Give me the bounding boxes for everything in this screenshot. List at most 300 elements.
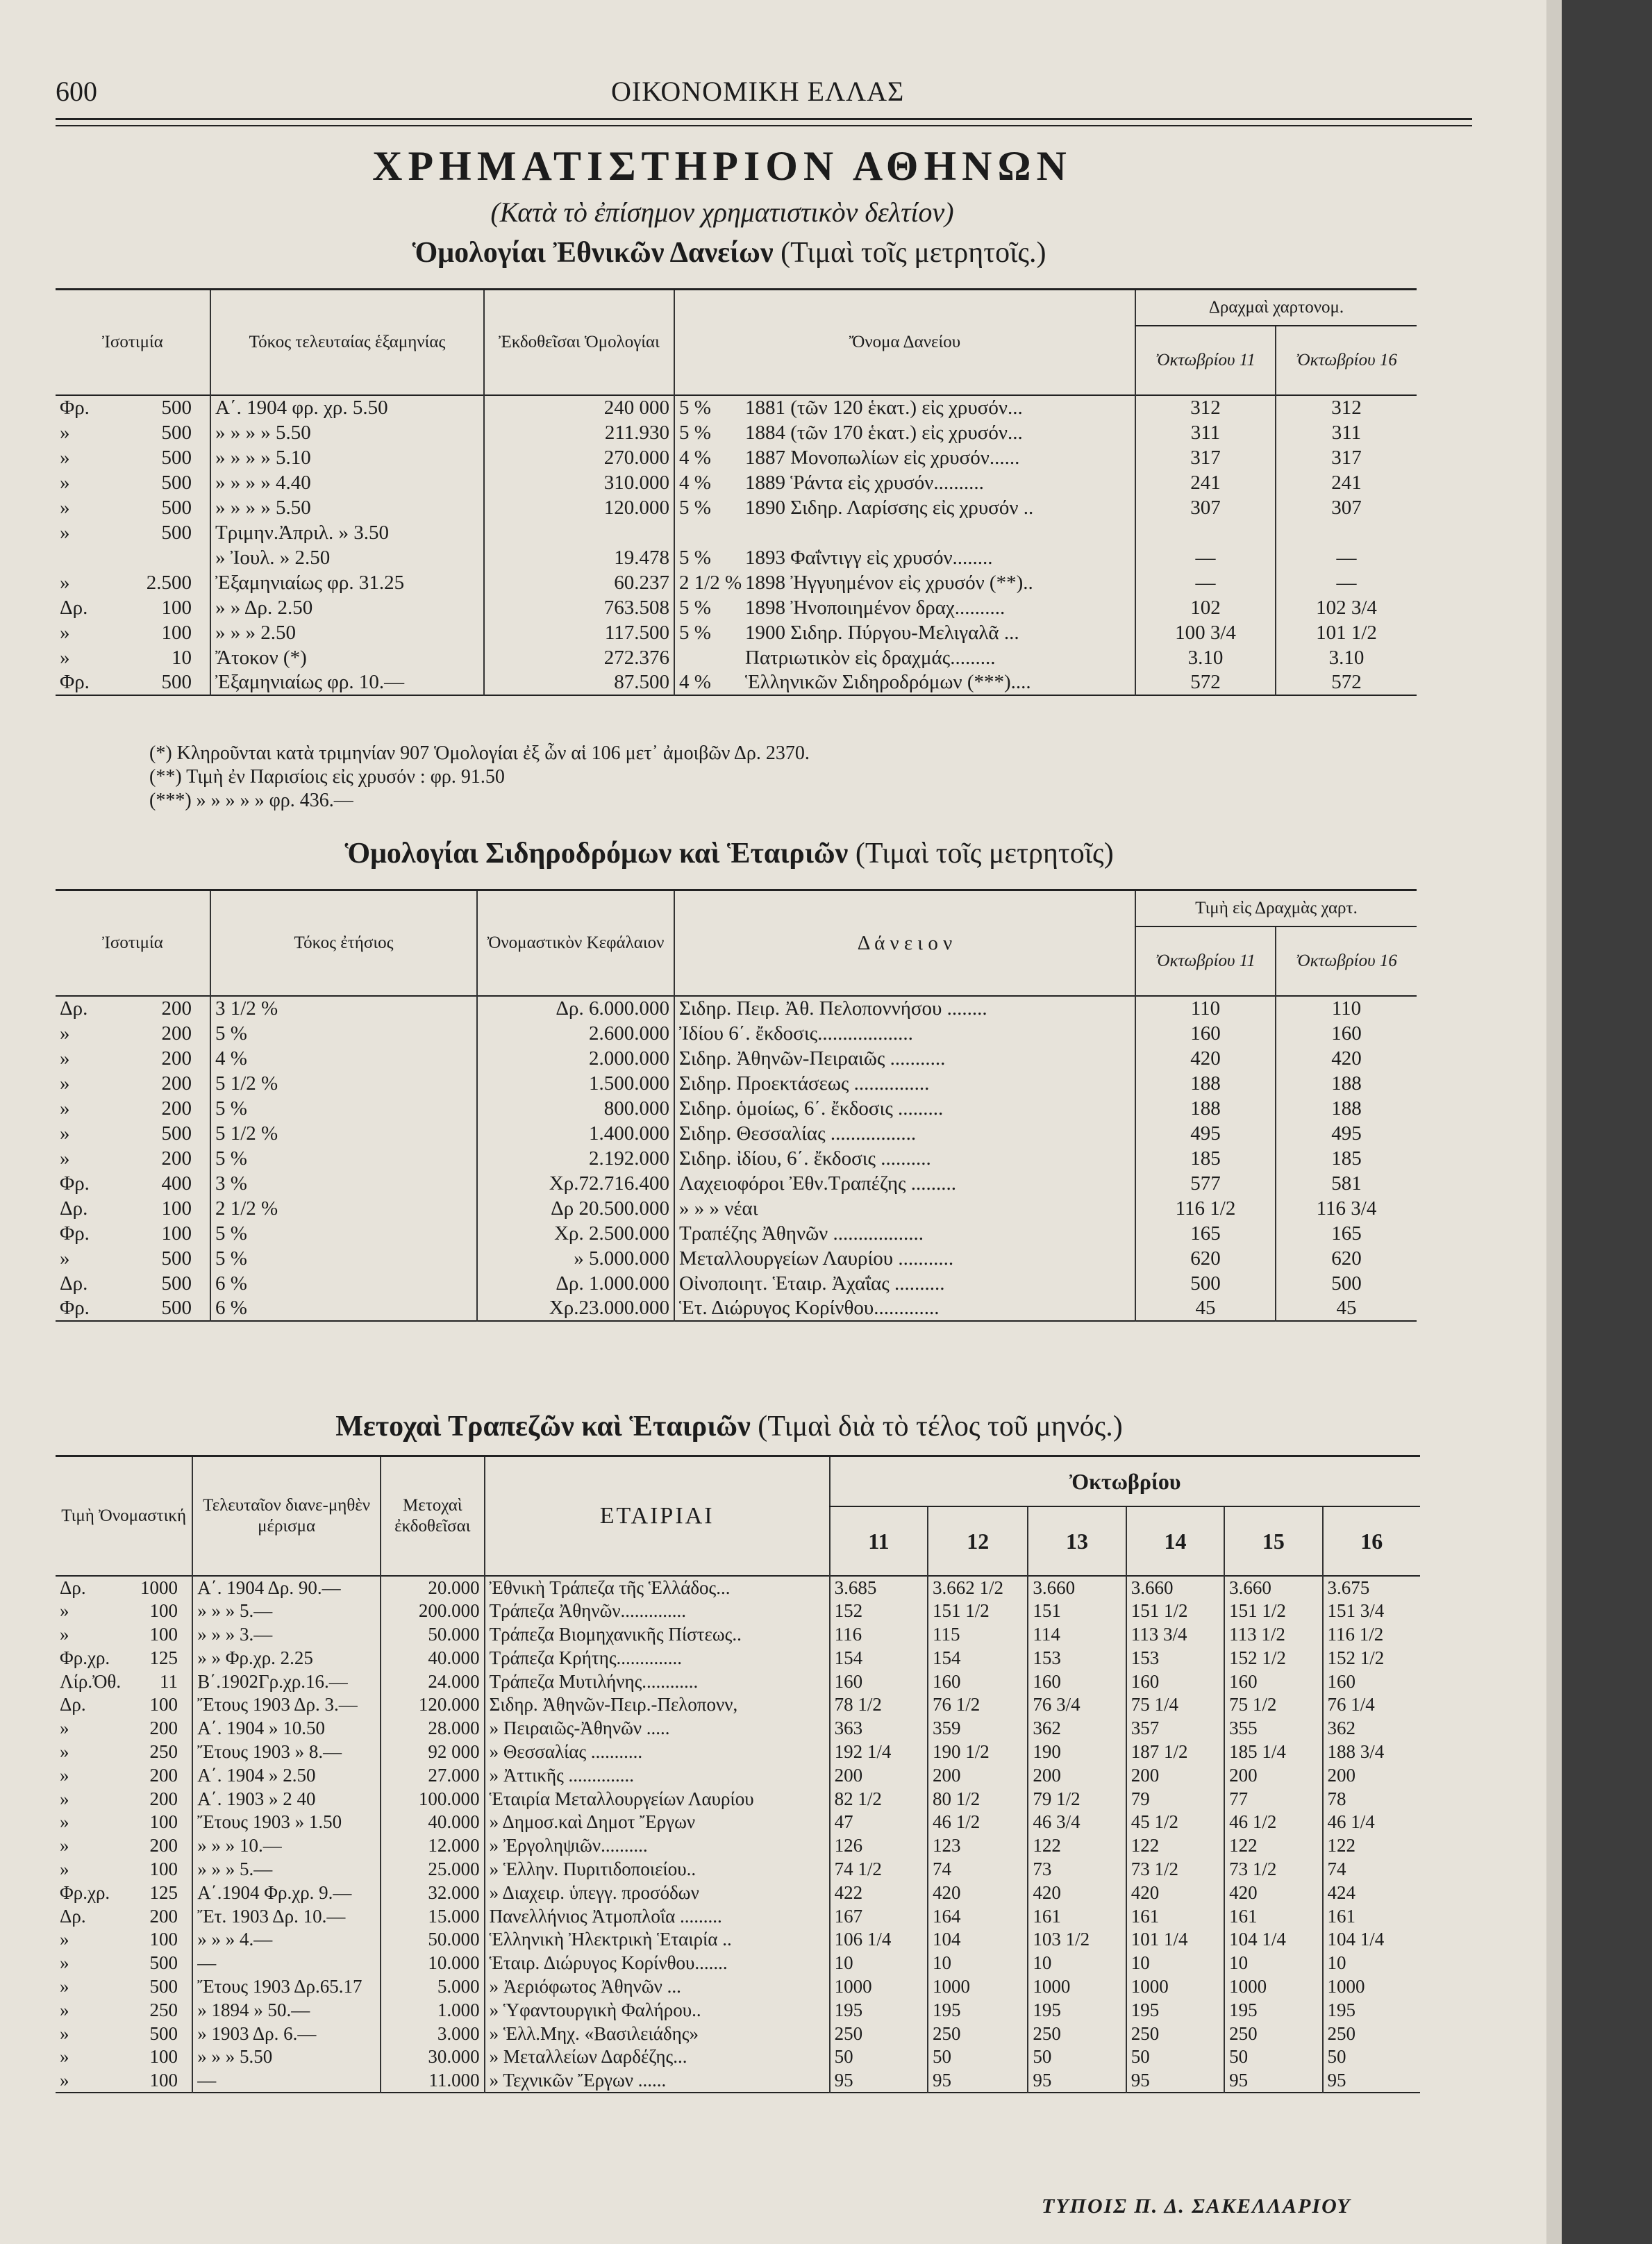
price-oct-16: 420 bbox=[1276, 1046, 1417, 1071]
loan-name-cell bbox=[674, 470, 1135, 495]
price-oct-12: 115 bbox=[928, 1623, 1028, 1647]
parity-cell bbox=[56, 645, 210, 670]
price-oct-16: 110 bbox=[1276, 996, 1417, 1021]
parity-cell bbox=[56, 1121, 210, 1146]
price-oct-13: 161 bbox=[1028, 1904, 1126, 1928]
dividend-cell: Α΄. 1904 » 10.50 bbox=[192, 1717, 381, 1740]
price-oct-15: 3.660 bbox=[1224, 1576, 1322, 1599]
price-oct-16: 165 bbox=[1276, 1221, 1417, 1246]
price-oct-11: 250 bbox=[830, 2022, 928, 2045]
col-group-paper-drachmas: Δραχμαὶ χαρτονομ. bbox=[1135, 290, 1417, 326]
col-parity: Ἰσοτιμία bbox=[102, 933, 163, 952]
par-value: 500 bbox=[161, 1272, 192, 1295]
issued-cell bbox=[484, 520, 674, 545]
nominal-cell bbox=[56, 2045, 192, 2069]
price-oct-11: 3.685 bbox=[830, 1576, 928, 1599]
price-oct-16: 200 bbox=[1323, 1763, 1420, 1787]
par-value: 100 bbox=[161, 1197, 192, 1220]
nominal-value: 200 bbox=[149, 1788, 178, 1809]
price-oct-14: 3.660 bbox=[1126, 1576, 1224, 1599]
footnote: (**) Τιμὴ ἐν Παρισίοις εἰς χρυσόν : φρ. 91.50 bbox=[149, 766, 505, 788]
nominal-value: 1000 bbox=[140, 1577, 178, 1598]
parity-cell bbox=[56, 1071, 210, 1096]
parity-cell bbox=[56, 1271, 210, 1296]
capital-cell: 2.000.000 bbox=[477, 1046, 674, 1071]
currency: » bbox=[60, 1147, 70, 1170]
price-oct-11: 420 bbox=[1135, 1046, 1276, 1071]
running-title: ΟΙΚΟΝΟΜΙΚΗ ΕΛΛΑΣ bbox=[611, 76, 905, 107]
price-oct-11: 100 3/4 bbox=[1135, 620, 1276, 645]
nominal-value: 100 bbox=[149, 1694, 178, 1715]
price-oct-16: 116 1/2 bbox=[1323, 1623, 1420, 1647]
price-oct-15: 10 bbox=[1224, 1952, 1322, 1975]
price-oct-16: 3.675 bbox=[1323, 1576, 1420, 1599]
price-oct-13: 160 bbox=[1028, 1670, 1126, 1693]
capital-cell: 2.600.000 bbox=[477, 1021, 674, 1046]
price-oct-16: 160 bbox=[1276, 1021, 1417, 1046]
loan-name: Πατριωτικὸν εἰς δραχμάς......... bbox=[745, 646, 996, 669]
price-oct-16: 572 bbox=[1276, 670, 1417, 695]
price-oct-11: 167 bbox=[830, 1904, 928, 1928]
company-name-cell: » Ἀεριόφωτος Ἀθηνῶν ... bbox=[485, 1975, 830, 1999]
price-oct-12: 160 bbox=[928, 1670, 1028, 1693]
issued-cell: 25.000 bbox=[381, 1858, 485, 1881]
par-value: 10 bbox=[172, 646, 192, 669]
issued-cell: 40.000 bbox=[381, 1646, 485, 1670]
issued-cell: 20.000 bbox=[381, 1576, 485, 1599]
price-oct-13: 195 bbox=[1028, 1998, 1126, 2022]
issued-cell: 200.000 bbox=[381, 1599, 485, 1623]
price-oct-13: 73 bbox=[1028, 1858, 1126, 1881]
table-row bbox=[56, 1881, 1420, 1904]
price-oct-16: 1000 bbox=[1323, 1975, 1420, 1999]
par-value: 200 bbox=[161, 1072, 192, 1095]
price-oct-11: 82 1/2 bbox=[830, 1787, 928, 1811]
nominal-cell bbox=[56, 1599, 192, 1623]
price-oct-14: 95 bbox=[1126, 2069, 1224, 2093]
loans-heading-rest: (Τιμαὶ τοῖς μετρητοῖς.) bbox=[781, 237, 1046, 269]
currency: » bbox=[60, 446, 70, 469]
price-oct-11: 311 bbox=[1135, 420, 1276, 445]
price-oct-13: 153 bbox=[1028, 1646, 1126, 1670]
price-oct-14: 10 bbox=[1126, 1952, 1224, 1975]
col-last-dividend: Τελευταῖον διανε-μηθὲν μέρισμα bbox=[192, 1456, 381, 1577]
loan-name-cell: Οἰνοποιητ. Ἑταιρ. Ἀχαΐας .......... bbox=[674, 1271, 1135, 1296]
table-row bbox=[56, 570, 1417, 595]
nominal-cell bbox=[56, 1717, 192, 1740]
parity-cell bbox=[56, 1246, 210, 1271]
loan-name-cell bbox=[674, 420, 1135, 445]
loan-name-cell: Σιδηρ. Ἀθηνῶν-Πειραιῶς ........... bbox=[674, 1046, 1135, 1071]
railway-rows bbox=[56, 996, 1417, 1321]
company-name-cell: Τράπεζα Ἀθηνῶν.............. bbox=[485, 1599, 830, 1623]
company-name-cell: » Ἑλλ.Μηχ. «Βασιλειάδης» bbox=[485, 2022, 830, 2045]
rate-cell: 3 1/2 % bbox=[210, 996, 477, 1021]
par-value: 2.500 bbox=[146, 571, 192, 594]
coupon-cell: » » » » 5.50 bbox=[210, 420, 484, 445]
nominal-value: 100 bbox=[149, 1929, 178, 1950]
coupon-cell: » Ἰουλ. » 2.50 bbox=[210, 545, 484, 570]
page-subtitle: (Κατὰ τὸ ἐπίσημον χρηματιστικὸν δελτίον) bbox=[490, 197, 954, 228]
price-oct-11: 620 bbox=[1135, 1246, 1276, 1271]
table-row bbox=[56, 1998, 1420, 2022]
par-value: 200 bbox=[161, 1022, 192, 1045]
nominal-value: 100 bbox=[149, 1623, 178, 1645]
price-oct-16: 188 bbox=[1276, 1096, 1417, 1121]
loan-name-cell: Ἰδίου 6΄. ἔκδοσις................... bbox=[674, 1021, 1135, 1046]
table-row bbox=[56, 1171, 1417, 1196]
loan-name-cell bbox=[674, 670, 1135, 695]
par-value: 100 bbox=[161, 1222, 192, 1245]
price-oct-11: 116 bbox=[830, 1623, 928, 1647]
price-oct-12: 80 1/2 bbox=[928, 1787, 1028, 1811]
parity-cell bbox=[56, 520, 210, 545]
nominal-cell bbox=[56, 1646, 192, 1670]
price-oct-16: 78 bbox=[1323, 1787, 1420, 1811]
nominal-value: 125 bbox=[149, 1881, 178, 1903]
table-row bbox=[56, 996, 1417, 1021]
issued-cell: 240 000 bbox=[484, 395, 674, 420]
price-oct-16: — bbox=[1276, 570, 1417, 595]
loans-heading bbox=[0, 236, 1458, 269]
parity-cell bbox=[56, 1096, 210, 1121]
col-annual-rate: Τόκος ἐτήσιος bbox=[210, 890, 477, 997]
price-oct-14: 187 1/2 bbox=[1126, 1740, 1224, 1764]
price-oct-13: 151 bbox=[1028, 1599, 1126, 1623]
capital-cell: 1.400.000 bbox=[477, 1121, 674, 1146]
loans-footnotes bbox=[149, 742, 810, 813]
col-day-14: 14 bbox=[1126, 1506, 1224, 1576]
price-oct-15: 77 bbox=[1224, 1787, 1322, 1811]
price-oct-13: 122 bbox=[1028, 1834, 1126, 1858]
price-oct-16: 161 bbox=[1323, 1904, 1420, 1928]
rate-cell: 5 % bbox=[210, 1221, 477, 1246]
currency: Φρ. bbox=[60, 671, 90, 693]
coupon-cell: » » » » 5.50 bbox=[210, 495, 484, 520]
price-oct-16: 160 bbox=[1323, 1670, 1420, 1693]
company-name-cell: » Διαχειρ. ὑπεγγ. προσόδων bbox=[485, 1881, 830, 1904]
dividend-cell: » » Φρ.χρ. 2.25 bbox=[192, 1646, 381, 1670]
page-title: ΧΡΗΜΑΤΙΣΤΗΡΙΟΝ ΑΘΗΝΩΝ bbox=[372, 143, 1072, 189]
currency: » bbox=[60, 1764, 69, 1786]
price-oct-16: 45 bbox=[1276, 1296, 1417, 1321]
price-oct-15: 161 bbox=[1224, 1904, 1322, 1928]
parity-cell bbox=[56, 1196, 210, 1221]
currency: » bbox=[60, 1122, 70, 1145]
loan-name-cell: Σιδηρ. ὁμοίως, 6΄. ἔκδοσις ......... bbox=[674, 1096, 1135, 1121]
price-oct-16: 76 1/4 bbox=[1323, 1693, 1420, 1717]
nominal-cell bbox=[56, 1740, 192, 1764]
price-oct-13: 190 bbox=[1028, 1740, 1126, 1764]
price-oct-12: 104 bbox=[928, 1928, 1028, 1952]
table-row bbox=[56, 1904, 1420, 1928]
capital-cell: 2.192.000 bbox=[477, 1146, 674, 1171]
price-oct-15: 420 bbox=[1224, 1881, 1322, 1904]
price-oct-11: 106 1/4 bbox=[830, 1928, 928, 1952]
price-oct-14: 1000 bbox=[1126, 1975, 1224, 1999]
loan-name: 1890 Σιδηρ. Λαρίσσης εἰς χρυσόν .. bbox=[745, 496, 1034, 519]
issued-cell: 40.000 bbox=[381, 1811, 485, 1834]
capital-cell: Χρ.72.716.400 bbox=[477, 1171, 674, 1196]
header-rule-thin bbox=[56, 125, 1472, 126]
price-oct-12: 76 1/2 bbox=[928, 1693, 1028, 1717]
table-row bbox=[56, 1146, 1417, 1171]
loan-name-cell bbox=[674, 595, 1135, 620]
table-row bbox=[56, 545, 1417, 570]
price-oct-11: — bbox=[1135, 545, 1276, 570]
company-name-cell: Ἑταιρία Μεταλλουργείων Λαυρίου bbox=[485, 1787, 830, 1811]
rate-cell: 3 % bbox=[210, 1171, 477, 1196]
currency: Φρ. bbox=[60, 397, 90, 419]
table-row bbox=[56, 645, 1417, 670]
loan-name: 1884 (τῶν 170 ἑκατ.) εἰς χρυσόν... bbox=[745, 421, 1023, 444]
price-oct-11: 577 bbox=[1135, 1171, 1276, 1196]
issued-cell: 270.000 bbox=[484, 445, 674, 470]
table-row bbox=[56, 1096, 1417, 1121]
dividend-cell: Ἔτ. 1903 Δρ. 10.— bbox=[192, 1904, 381, 1928]
parity-cell bbox=[56, 1221, 210, 1246]
currency: » bbox=[60, 1999, 69, 2020]
price-oct-15: 355 bbox=[1224, 1717, 1322, 1740]
nominal-cell bbox=[56, 1975, 192, 1999]
nominal-value: 200 bbox=[149, 1718, 178, 1739]
loan-name-cell: Σιδηρ. Προεκτάσεως ............... bbox=[674, 1071, 1135, 1096]
shares-heading bbox=[0, 1410, 1458, 1443]
loan-name-cell: Λαχειοφόροι Ἐθν.Τραπέζης ......... bbox=[674, 1171, 1135, 1196]
table-row bbox=[56, 495, 1417, 520]
col-nominal-value: Τιμὴ Ὀνομαστική bbox=[61, 1506, 187, 1525]
issued-cell: 117.500 bbox=[484, 620, 674, 645]
railway-heading-rest: (Τιμαὶ τοῖς μετρητοῖς) bbox=[855, 838, 1114, 870]
coupon-cell: Τριμην.Ἀπριλ. » 3.50 bbox=[210, 520, 484, 545]
price-oct-14: 357 bbox=[1126, 1717, 1224, 1740]
table-row bbox=[56, 1952, 1420, 1975]
rate-cell: 5 % bbox=[210, 1021, 477, 1046]
table-row bbox=[56, 2069, 1420, 2093]
issued-cell: 120.000 bbox=[381, 1693, 485, 1717]
price-oct-11: 126 bbox=[830, 1834, 928, 1858]
coupon-cell: Ἐξαμηνιαίως φρ. 31.25 bbox=[210, 570, 484, 595]
company-name-cell: » Δημοσ.καὶ Δημοτ Ἔργων bbox=[485, 1811, 830, 1834]
price-oct-15: 50 bbox=[1224, 2045, 1322, 2069]
price-oct-11: 500 bbox=[1135, 1271, 1276, 1296]
col-day-12: 12 bbox=[928, 1506, 1028, 1576]
nominal-value: 200 bbox=[149, 1835, 178, 1856]
company-name-cell: Τράπεζα Βιομηχανικῆς Πίστεως.. bbox=[485, 1623, 830, 1647]
price-oct-13: 76 3/4 bbox=[1028, 1693, 1126, 1717]
parity-cell bbox=[56, 545, 210, 570]
price-oct-16: 104 1/4 bbox=[1323, 1928, 1420, 1952]
price-oct-11: 317 bbox=[1135, 445, 1276, 470]
price-oct-16: 424 bbox=[1323, 1881, 1420, 1904]
price-oct-11: 1000 bbox=[830, 1975, 928, 1999]
loan-name: 1900 Σιδηρ. Πύργου-Μελιγαλᾶ ... bbox=[745, 621, 1019, 644]
price-oct-11: 152 bbox=[830, 1599, 928, 1623]
running-header bbox=[56, 75, 1472, 110]
price-oct-16: 311 bbox=[1276, 420, 1417, 445]
loan-name-cell bbox=[674, 645, 1135, 670]
col-day-13: 13 bbox=[1028, 1506, 1126, 1576]
price-oct-12: 154 bbox=[928, 1646, 1028, 1670]
price-oct-11: 102 bbox=[1135, 595, 1276, 620]
loan-name-cell bbox=[674, 570, 1135, 595]
dividend-cell: Α΄. 1904 Δρ. 90.— bbox=[192, 1576, 381, 1599]
nominal-cell bbox=[56, 1928, 192, 1952]
currency: » bbox=[60, 2046, 69, 2068]
nominal-value: 500 bbox=[149, 2022, 178, 2044]
issued-cell: 32.000 bbox=[381, 1881, 485, 1904]
capital-cell: Χρ.23.000.000 bbox=[477, 1296, 674, 1321]
par-value: 500 bbox=[161, 521, 192, 544]
rate-cell: 2 1/2 % bbox=[210, 1196, 477, 1221]
loan-name-cell bbox=[674, 520, 1135, 545]
price-oct-14: 122 bbox=[1126, 1834, 1224, 1858]
dividend-cell: » 1903 Δρ. 6.— bbox=[192, 2022, 381, 2045]
loan-name: 1898 Ἠνοποιημένον δραχ.......... bbox=[745, 596, 1006, 619]
shares-heading-bold: Μετοχαὶ Τραπεζῶν καὶ Ἑταιριῶν bbox=[335, 1411, 751, 1443]
price-oct-11: 160 bbox=[1135, 1021, 1276, 1046]
issued-cell: 1.000 bbox=[381, 1998, 485, 2022]
price-oct-12: 250 bbox=[928, 2022, 1028, 2045]
price-oct-16: 581 bbox=[1276, 1171, 1417, 1196]
company-name-cell: Σιδηρ. Ἀθηνῶν-Πειρ.-Πελοπονν, bbox=[485, 1693, 830, 1717]
shares-heading-rest: (Τιμαὶ διὰ τὸ τέλος τοῦ μηνός.) bbox=[758, 1411, 1123, 1443]
price-oct-15: 122 bbox=[1224, 1834, 1322, 1858]
rate-cell: 6 % bbox=[210, 1271, 477, 1296]
price-oct-12: 359 bbox=[928, 1717, 1028, 1740]
price-oct-16: 250 bbox=[1323, 2022, 1420, 2045]
price-oct-15: 200 bbox=[1224, 1763, 1322, 1787]
currency: » bbox=[60, 1072, 70, 1095]
price-oct-13: 362 bbox=[1028, 1717, 1126, 1740]
currency: Φρ. bbox=[60, 1297, 90, 1319]
price-oct-13: 79 1/2 bbox=[1028, 1787, 1126, 1811]
table-row bbox=[56, 1928, 1420, 1952]
parity-cell bbox=[56, 595, 210, 620]
price-oct-11: 188 bbox=[1135, 1071, 1276, 1096]
par-value: 200 bbox=[161, 1097, 192, 1120]
table-row bbox=[56, 1221, 1417, 1246]
coupon-cell: » » Δρ. 2.50 bbox=[210, 595, 484, 620]
table-row bbox=[56, 1646, 1420, 1670]
issued-cell: 11.000 bbox=[381, 2069, 485, 2093]
price-oct-11: 74 1/2 bbox=[830, 1858, 928, 1881]
parity-cell bbox=[56, 470, 210, 495]
table-row bbox=[56, 1599, 1420, 1623]
currency: » bbox=[60, 1022, 70, 1045]
parity-cell bbox=[56, 620, 210, 645]
price-oct-11: 160 bbox=[830, 1670, 928, 1693]
par-value: 200 bbox=[161, 1147, 192, 1170]
col-day-16: 16 bbox=[1323, 1506, 1420, 1576]
price-oct-16: 317 bbox=[1276, 445, 1417, 470]
nominal-cell bbox=[56, 1576, 192, 1599]
issued-cell: 10.000 bbox=[381, 1952, 485, 1975]
col-parity: Ἰσοτιμία bbox=[102, 333, 163, 351]
col-loan: Δ ά ν ε ι ο ν bbox=[674, 890, 1135, 997]
price-oct-15: 151 1/2 bbox=[1224, 1599, 1322, 1623]
issued-cell: 92 000 bbox=[381, 1740, 485, 1764]
price-oct-11: 572 bbox=[1135, 670, 1276, 695]
price-oct-13: 3.660 bbox=[1028, 1576, 1126, 1599]
nominal-value: 200 bbox=[149, 1764, 178, 1786]
currency: Φρ. bbox=[60, 1222, 90, 1245]
price-oct-16: 188 3/4 bbox=[1323, 1740, 1420, 1764]
loan-name-cell: Ἑτ. Διώρυγος Κορίνθου............. bbox=[674, 1296, 1135, 1321]
col-oct-11: Ὀκτωβρίου 11 bbox=[1135, 326, 1276, 395]
table-row bbox=[56, 1271, 1417, 1296]
dividend-cell: Α΄.1904 Φρ.χρ. 9.— bbox=[192, 1881, 381, 1904]
price-oct-13: 420 bbox=[1028, 1881, 1126, 1904]
price-oct-16: 116 3/4 bbox=[1276, 1196, 1417, 1221]
currency: » bbox=[60, 646, 70, 669]
price-oct-11: 3.10 bbox=[1135, 645, 1276, 670]
table-row bbox=[56, 1763, 1420, 1787]
price-oct-15: 195 bbox=[1224, 1998, 1322, 2022]
price-oct-11: 312 bbox=[1135, 395, 1276, 420]
col-companies: ΕΤΑΙΡΙΑΙ bbox=[485, 1456, 830, 1577]
table-row bbox=[56, 620, 1417, 645]
col-oct-11: Ὀκτωβρίου 11 bbox=[1135, 926, 1276, 996]
col-shares-issued: Μετοχαὶ ἐκδοθεῖσαι bbox=[381, 1456, 485, 1577]
price-oct-16: 307 bbox=[1276, 495, 1417, 520]
currency: » bbox=[60, 1788, 69, 1809]
currency: » bbox=[60, 1835, 69, 1856]
table-row bbox=[56, 1196, 1417, 1221]
railway-heading bbox=[0, 837, 1458, 870]
par-value: 500 bbox=[161, 496, 192, 519]
binding-edge bbox=[1562, 0, 1652, 2244]
currency: Δρ. bbox=[60, 1905, 86, 1927]
dividend-cell: — bbox=[192, 2069, 381, 2093]
issued-cell: 24.000 bbox=[381, 1670, 485, 1693]
page-number: 600 bbox=[56, 76, 97, 107]
par-value: 500 bbox=[161, 471, 192, 494]
issued-cell: 272.376 bbox=[484, 645, 674, 670]
price-oct-16: — bbox=[1276, 545, 1417, 570]
capital-cell: Δρ. 1.000.000 bbox=[477, 1271, 674, 1296]
issued-cell: 3.000 bbox=[381, 2022, 485, 2045]
railway-heading-bold: Ὁμολογίαι Σιδηροδρόμων καὶ Ἑταιριῶν bbox=[344, 838, 849, 870]
currency: » bbox=[60, 1718, 69, 1739]
currency: Λίρ.Ὀθ. bbox=[60, 1670, 122, 1692]
price-oct-15: 160 bbox=[1224, 1670, 1322, 1693]
price-oct-16: 95 bbox=[1323, 2069, 1420, 2093]
col-oct-16: Ὀκτωβρίου 16 bbox=[1276, 926, 1417, 996]
issued-cell: 28.000 bbox=[381, 1717, 485, 1740]
capital-cell: 1.500.000 bbox=[477, 1071, 674, 1096]
table-row bbox=[56, 1021, 1417, 1046]
price-oct-15: 75 1/2 bbox=[1224, 1693, 1322, 1717]
price-oct-12: 151 1/2 bbox=[928, 1599, 1028, 1623]
par-value: 100 bbox=[161, 621, 192, 644]
table-row bbox=[56, 1670, 1420, 1693]
interest-rate: 5 % bbox=[679, 596, 711, 619]
par-value: 400 bbox=[161, 1172, 192, 1195]
table-row bbox=[56, 520, 1417, 545]
rate-cell: 5 1/2 % bbox=[210, 1071, 477, 1096]
price-oct-11: 165 bbox=[1135, 1221, 1276, 1246]
price-oct-11 bbox=[1135, 520, 1276, 545]
nominal-value: 250 bbox=[149, 1999, 178, 2020]
price-oct-14: 45 1/2 bbox=[1126, 1811, 1224, 1834]
issued-cell: 60.237 bbox=[484, 570, 674, 595]
price-oct-16: 74 bbox=[1323, 1858, 1420, 1881]
price-oct-16: 362 bbox=[1323, 1717, 1420, 1740]
price-oct-14: 250 bbox=[1126, 2022, 1224, 2045]
currency: » bbox=[60, 1247, 70, 1270]
interest-rate: 4 % bbox=[679, 671, 711, 693]
